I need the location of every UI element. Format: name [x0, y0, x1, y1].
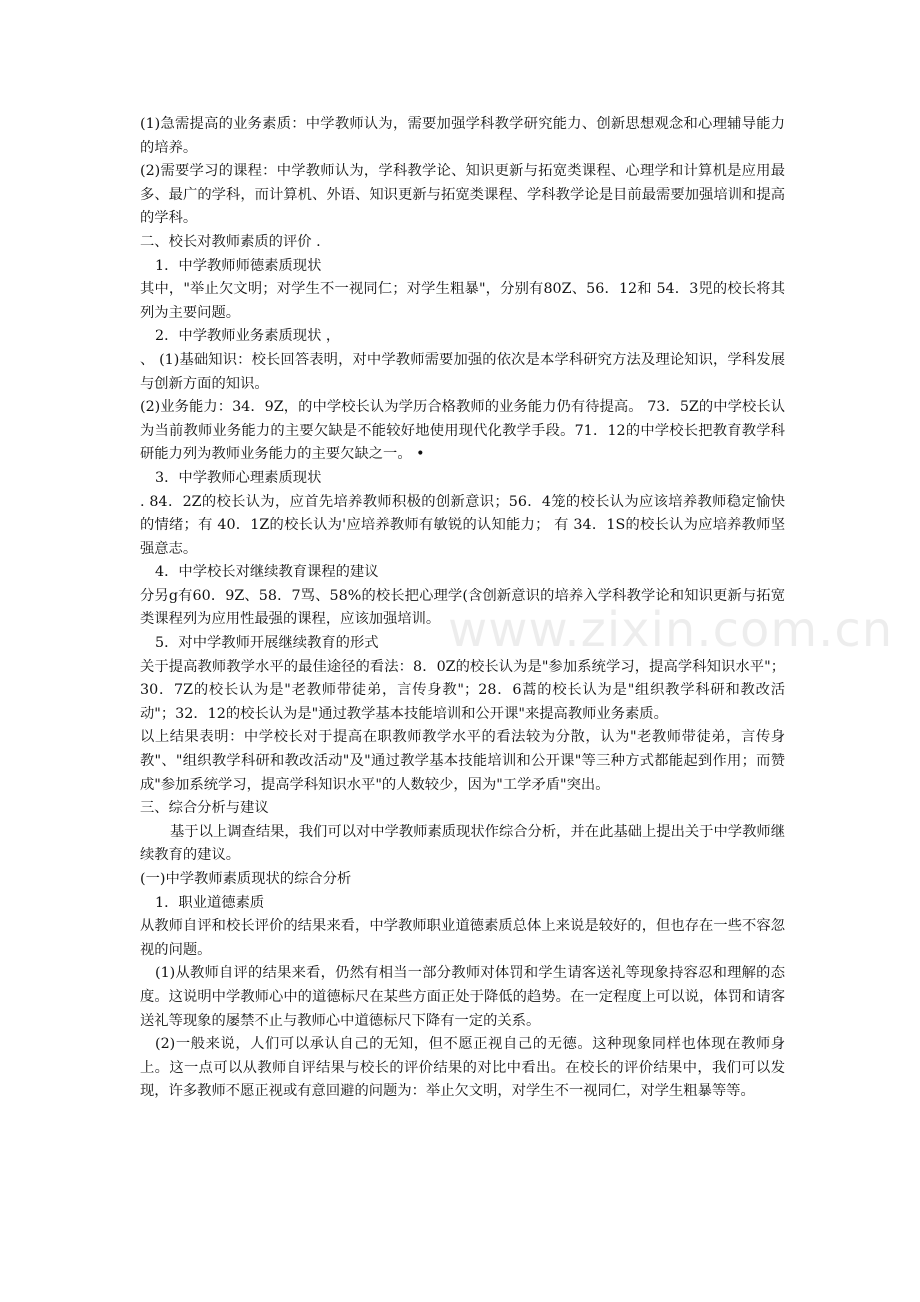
paragraph: (2)一般来说，人们可以承认自己的无知，但不愿正视自己的无德。这种现象同样也体现在教师身上。这一点可以从教师自评结果与校长的评价结果的对比中看出。在校长的评价结果中，我们可以发现，许多教师不愿正视或有意回避的问题为：举止欠文明，对学生不一视同仁，对学生粗暴等等。: [140, 1036, 785, 1100]
paragraph: (1)急需提高的业务素质：中学教师认为，需要加强学科教学研究能力、创新思想观念和心理辅导能力的培养。: [140, 116, 785, 156]
subsection-heading: 1．中学教师师德素质现状: [155, 257, 322, 274]
watermark: www.zixin.com.cn: [448, 602, 894, 658]
subsection-heading: 4．中学校长对继续教育课程的建议: [155, 564, 379, 581]
paragraph: 从教师自评和校长评价的结果来看，中学教师职业道德素质总体上来说是较好的，但也存在一些不容忽视的问题。: [140, 918, 785, 958]
paragraph: 基于以上调查结果，我们可以对中学教师素质现状作综合分析，并在此基础上提出关于中学教师继续教育的建议。: [140, 823, 785, 864]
paragraph: (2)需要学习的课程：中学教师认为，学科教学论、知识更新与拓宽类课程、心理学和计算机是应用最多、最广的学科，而计算机、外语、知识更新与拓宽类课程、学科教学论是目前最需要加强培训和提高的学科。: [140, 163, 785, 227]
subsection-heading: (一)中学教师素质现状的综合分析: [140, 871, 352, 887]
document-body: [140, 113, 785, 1104]
subsection-heading: 5．对中学教师开展继续教育的形式: [155, 635, 379, 652]
paragraph: 、 (1)基础知识：校长回答表明，对中学教师需要加强的依次是本学科研究方法及理论知识，学科发展与创新方面的知识。: [140, 351, 785, 392]
paragraph: 关于提高教师教学水平的最佳途径的看法：8．0Z的校长认为是"参加系统学习，提高学科知识水平"；30．7Z的校长认为是"老教师带徒弟，言传身教"；28．6蒿的校长认为是"组织教学科研和教改活动"；32．12的校长认为是"通过教学基本技能培训和公开课"来提高教师业务素质。: [140, 658, 785, 722]
section-heading: 三、综合分析与建议: [140, 800, 269, 817]
paragraph: 分另g有60．9Z、58．7骂、58%的校长把心理学(含创新意识的培养入学科教学论和知识更新与拓宽类课程列为应用性最强的课程，应该加强培训。: [140, 587, 785, 628]
subsection-heading: 3．中学教师心理素质现状: [155, 469, 322, 486]
paragraph: (2)业务能力：34．9Z，的中学校长认为学历合格教师的业务能力仍有待提高。 73．5Z的中学校长认为当前教师业务能力的主要欠缺是不能较好地使用现代化教学手段。71．12的中学校长把教育教学科研能力列为教师业务能力的主要欠缺之一。 •: [140, 399, 785, 463]
subsection-heading: 2．中学教师业务素质现状 ，: [155, 328, 341, 345]
paragraph: 其中，"举止欠文明；对学生不一视同仁；对学生粗暴"，分别有80Z、56．12和 54．3兕的校长将其列为主要问题。: [140, 281, 785, 321]
paragraph: (1)从教师自评的结果来看，仍然有相当一部分教师对体罚和学生请客送礼等现象持容忍和理解的态度。这说明中学教师心中的道德标尺在某些方面正处于降低的趋势。在一定程度上可以说，体罚和请客送礼等现象的屡禁不止与教师心中道德标尺下降有一定的关系。: [140, 965, 785, 1029]
subsection-heading: 1．职业道德素质: [155, 894, 265, 911]
section-heading: 二、校长对教师素质的评价 .: [140, 233, 321, 250]
paragraph: . 84．2Z的校长认为，应首先培养教师积极的创新意识；56．4笼的校长认为应该培养教师稳定愉快的情绪；有 40．1Z的校长认为'应培养教师有敏锐的认知能力； 有 34．1S的校长认为应培养教师坚强意志。: [140, 493, 785, 557]
paragraph: 以上结果表明：中学校长对于提高在职教师教学水平的看法较为分散，认为"老教师带徒弟，言传身教"、"组织教学科研和教改活动"及"通过教学基本技能培训和公开课"等三种方式都能起到作用；而赞成"参加系统学习，提高学科知识水平"的人数较少，因为"工学矛盾"突出。: [140, 729, 785, 793]
